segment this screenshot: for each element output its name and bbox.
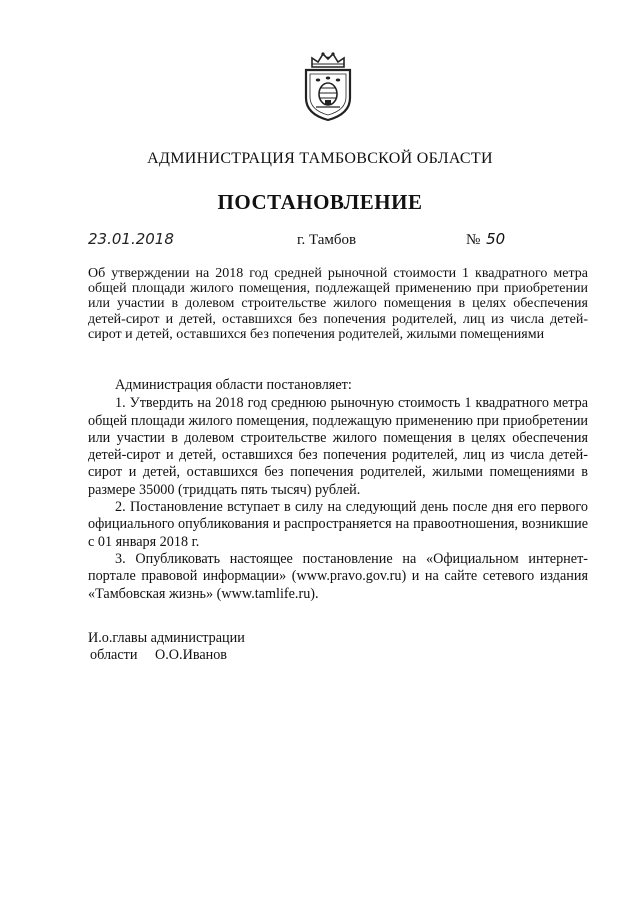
signature-title-line1: И.о.главы администрации bbox=[88, 630, 245, 646]
coat-of-arms-icon bbox=[298, 50, 358, 122]
body-item-3: 3. Опубликовать настоящее постановление на «Официальном интернет-портале правовой информации» (www.pravo.gov.ru) и на сайте сетевого издания «Тамбовская жизнь» (www.tamlife.ru). bbox=[88, 550, 588, 602]
number-value: 50 bbox=[486, 230, 506, 248]
document-number bbox=[466, 230, 505, 249]
signature-title-line2: области bbox=[90, 647, 138, 663]
document-body bbox=[88, 377, 588, 603]
document-date: 23.01.2018 bbox=[88, 230, 174, 248]
body-item-2: 2. Постановление вступает в силу на следующий день после дня его первого официального опубликования и распространяется на правоотношения, возникшие с 01 января 2018 г. bbox=[88, 499, 588, 550]
organization-name: АДМИНИСТРАЦИЯ ТАМБОВСКОЙ ОБЛАСТИ bbox=[147, 150, 493, 167]
number-label: № bbox=[466, 232, 481, 248]
document-city: г. Тамбов bbox=[297, 232, 357, 248]
document-subject: Об утверждении на 2018 год средней рыночной стоимости 1 квадратного метра общей площади жилого помещения, подлежащей применению при приобретении или участии в долевом строительстве жилого помещения в целях обеспечения детей-сирот и детей, оставшихся без попечения родителей, лиц из числа детей-сирот и детей, оставшихся без попечения родителей, жилыми помещениями bbox=[88, 266, 588, 342]
signature-block bbox=[88, 630, 245, 664]
signature-name: О.О.Иванов bbox=[154, 647, 228, 663]
body-intro: Администрация области постановляет: bbox=[115, 377, 352, 393]
signature-row bbox=[88, 647, 245, 664]
body-item-1: 1. Утвердить на 2018 год среднюю рыночную стоимость 1 квадратного метра общей площади жилого помещения, подлежащую применению при приобретении или участии в долевом строительстве жилого помещения в целях обеспечения детей-сирот и детей, оставшихся без попечения родителей, лиц из числа детей-сирот и детей, оставшихся без попечения родителей, жилыми помещениями в размере 35000 (тридцать пять тысяч) рублей. bbox=[88, 395, 588, 498]
document-type-title: ПОСТАНОВЛЕНИЕ bbox=[217, 190, 423, 214]
